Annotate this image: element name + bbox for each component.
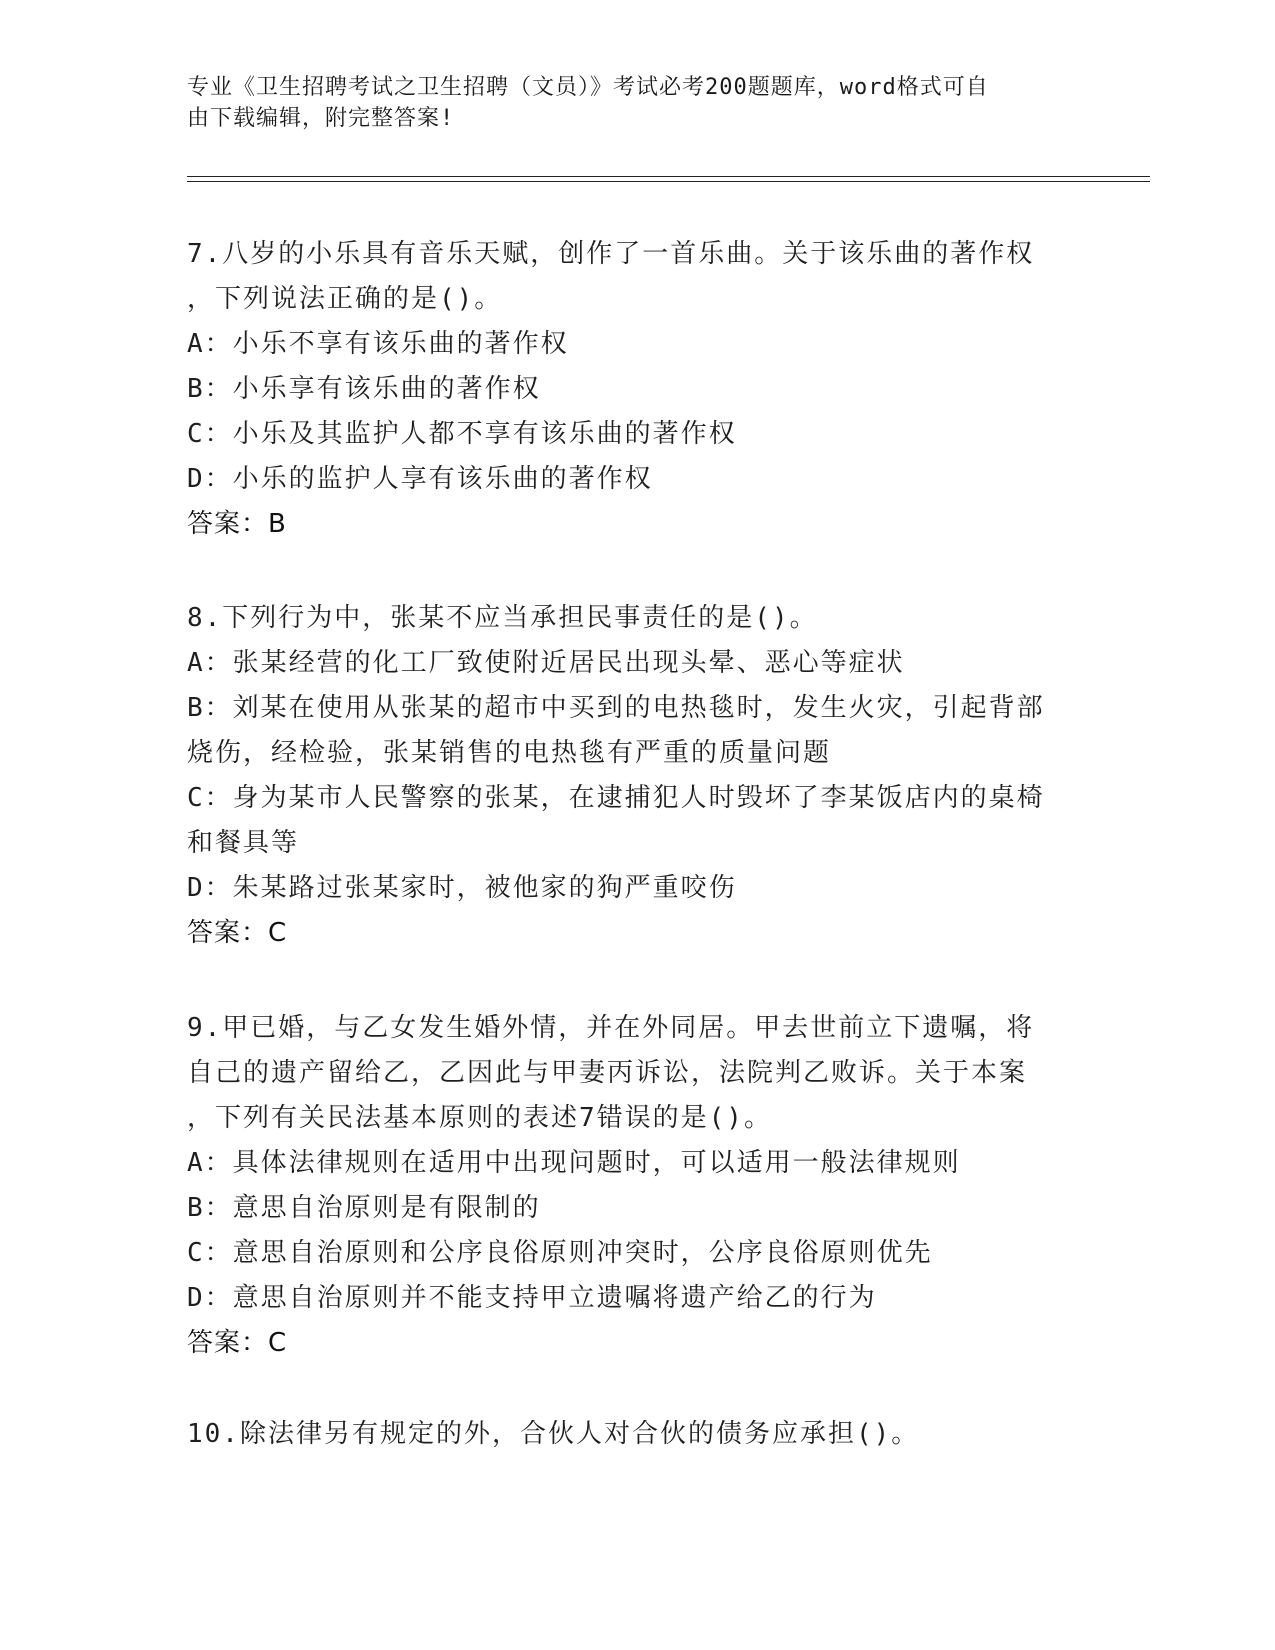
option-c: C：身为某市人民警察的张某，在逮捕犯人时毁坏了李某饭店内的桌椅 — [187, 783, 1045, 813]
document-header — [187, 72, 1087, 134]
option-b: B：小乐享有该乐曲的著作权 — [187, 374, 541, 404]
question-stem: 10.除法律另有规定的外，合伙人对合伙的债务应承担()。 — [187, 1419, 920, 1449]
question-stem: 7.八岁的小乐具有音乐天赋，创作了一首乐曲。关于该乐曲的著作权 — [187, 239, 1035, 269]
option-a: A：张某经营的化工厂致使附近居民出现头晕、恶心等症状 — [187, 648, 905, 678]
header-divider-top — [187, 176, 1150, 177]
header-line-2: 由下载编辑，附完整答案! — [187, 106, 455, 131]
option-d: D：小乐的监护人享有该乐曲的著作权 — [187, 464, 653, 494]
option-c: C：小乐及其监护人都不享有该乐曲的著作权 — [187, 419, 737, 449]
option-d: D：朱某路过张某家时，被他家的狗严重咬伤 — [187, 873, 737, 903]
question-10 — [187, 1412, 1087, 1457]
question-9 — [187, 1006, 1087, 1366]
header-divider-bottom — [187, 181, 1150, 182]
answer: 答案：C — [187, 918, 288, 948]
header-line-1: 专业《卫生招聘考试之卫生招聘（文员）》考试必考200题题库，word格式可自 — [187, 75, 989, 100]
option-b-continued: 烧伤，经检验，张某销售的电热毯有严重的质量问题 — [187, 738, 832, 768]
question-stem: 8.下列行为中，张某不应当承担民事责任的是()。 — [187, 603, 818, 633]
option-c: C：意思自治原则和公序良俗原则冲突时，公序良俗原则优先 — [187, 1238, 933, 1268]
answer: 答案：B — [187, 509, 287, 539]
option-b: B：意思自治原则是有限制的 — [187, 1193, 541, 1223]
option-a: A：小乐不享有该乐曲的著作权 — [187, 329, 569, 359]
question-7 — [187, 232, 1087, 547]
question-stem: ，下列有关民法基本原则的表述7错误的是()。 — [187, 1103, 772, 1133]
answer: 答案：C — [187, 1328, 288, 1358]
option-b: B：刘某在使用从张某的超市中买到的电热毯时，发生火灾，引起背部 — [187, 693, 1045, 723]
option-d: D：意思自治原则并不能支持甲立遗嘱将遗产给乙的行为 — [187, 1283, 877, 1313]
question-8 — [187, 596, 1087, 956]
option-c-continued: 和餐具等 — [187, 828, 300, 858]
question-stem: 9.甲已婚，与乙女发生婚外情，并在外同居。甲去世前立下遗嘱，将 — [187, 1013, 1035, 1043]
question-stem: 自己的遗产留给乙，乙因此与甲妻丙诉讼，法院判乙败诉。关于本案 — [187, 1058, 1028, 1088]
option-a: A：具体法律规则在适用中出现问题时，可以适用一般法律规则 — [187, 1148, 961, 1178]
question-stem: ，下列说法正确的是()。 — [187, 284, 503, 314]
